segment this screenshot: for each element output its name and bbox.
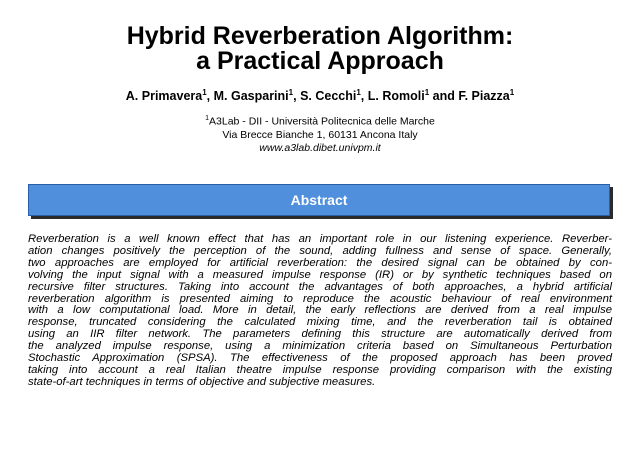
abstract-line: Stochastic Approximation (SPSA). The effectiveness of the proposed approach has been proved	[28, 352, 612, 365]
abstract-line: recursive filter structures. Taking into account the advantages of both approaches, a hybrid artificial	[28, 280, 612, 293]
author: S. Cecchi$^1$,	[300, 88, 368, 104]
abstract-line: taking into account a real Italian theatre impulse response providing comparison with the existing	[28, 363, 612, 376]
abstract-heading: Abstract	[290, 192, 348, 208]
title-line-2: a Practical Approach	[196, 47, 444, 75]
abstract-line: reverberation algorithm is presented aiming to reproduce the acoustic behaviour of real environment	[28, 292, 612, 305]
paper-title	[0, 24, 640, 74]
affiliation-url: www.a3lab.dibet.univpm.it	[259, 141, 381, 154]
abstract-line: two approaches are employed for artificial reverberation: the desired signal can be obtained by con-	[28, 256, 612, 269]
abstract-line: with a low computational load. More in detail, the early reflections are derived from a real impulse	[28, 304, 612, 317]
abstract-line: ation changes positively the perception of the sound, adding fullness and sense of space. Generally,	[28, 244, 612, 257]
author: A. Primavera$^1$,	[125, 88, 214, 104]
author-list	[0, 88, 640, 103]
abstract-line: state-of-art techniques in terms of objective and subjective measures.	[28, 375, 376, 388]
affiliation-block	[0, 112, 640, 155]
title-line-1: Hybrid Reverberation Algorithm:	[126, 22, 514, 50]
author: F. Piazza$^1$	[458, 88, 515, 104]
abstract-heading-box	[28, 184, 610, 216]
abstract-line: response, truncated considering the calculated mixing time, and the reverberation tail is obtained	[28, 316, 612, 329]
abstract-body	[28, 234, 612, 389]
abstract-line: the analyzed impulse response, using a minimization criteria based on Simultaneous Perturbation	[28, 340, 612, 353]
author: M. Gasparini$^1$,	[213, 88, 301, 104]
affiliation-line-1: $^1$A3Lab - DII - Università Politecnica delle Marche	[205, 115, 435, 128]
author: L. Romoli$^1$ and	[367, 88, 459, 104]
abstract-line: using an IIR filter network. The parameters defining this structure are automatically derived from	[28, 328, 612, 341]
abstract-line: volving the input signal with a measured impulse response (IR) or by synthetic techniques based on	[28, 268, 612, 281]
affiliation-line-2: Via Brecce Bianche 1, 60131 Ancona Italy	[222, 128, 418, 141]
abstract-line: Reverberation is a well known effect that has an important role in our listening experience. Reverber-	[28, 233, 612, 245]
